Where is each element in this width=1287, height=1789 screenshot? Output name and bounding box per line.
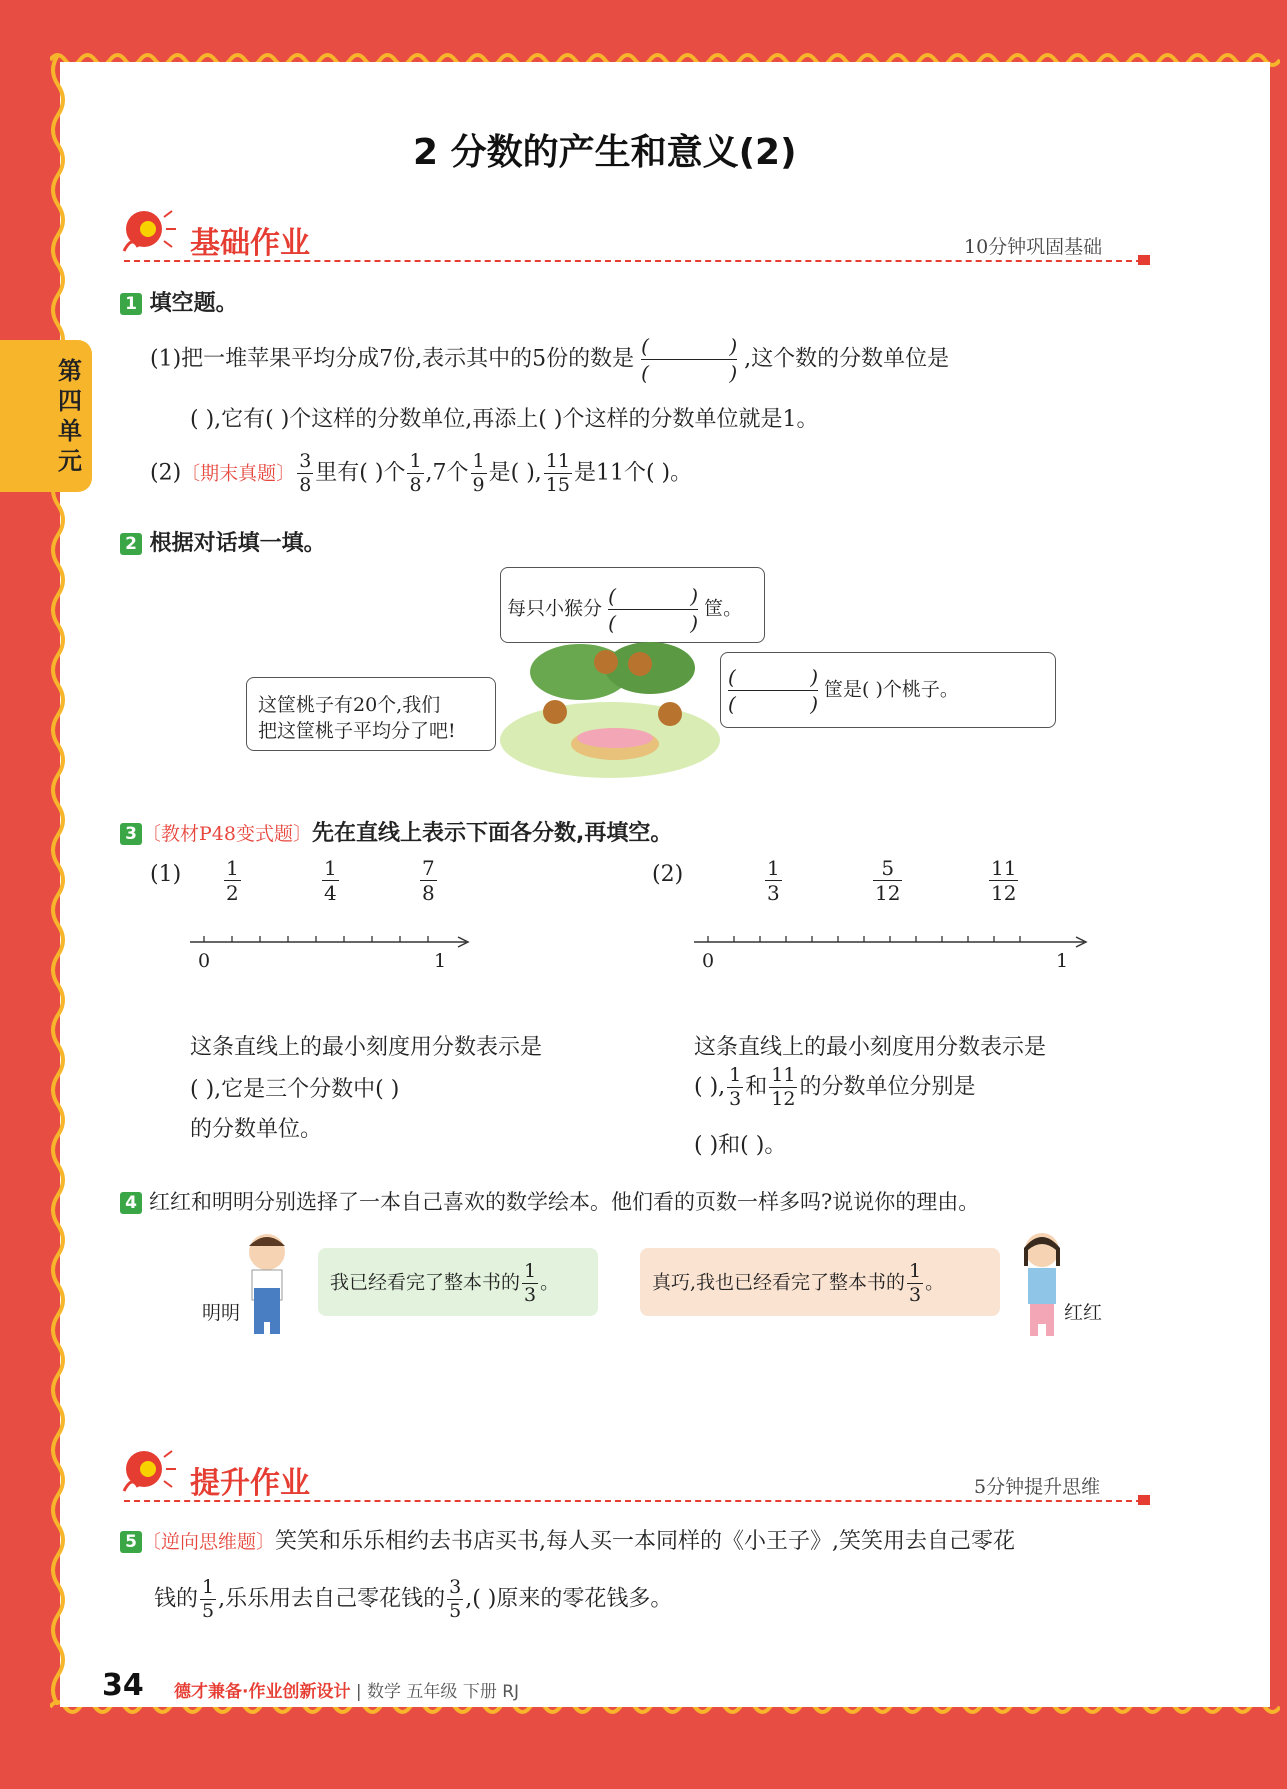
q3-part1-label: (1) — [150, 862, 182, 887]
q1-part1-line2: ( ),它有( )个这样的分数单位,再添上( )个这样的分数单位就是1。 — [190, 407, 819, 432]
q3-part2-t2-frac2: $\frac{11}{12}$ — [771, 1064, 796, 1110]
honghong-frac: $\frac{1}{3}$ — [909, 1260, 922, 1306]
section-subtitle-advanced: 5分钟提升思维 — [974, 1476, 1101, 1498]
q1-p2-t3: 是( ), — [488, 460, 542, 486]
q4-heading-text: 红红和明明分别选择了一本自己喜欢的数学绘本。他们看的页数一样多吗?说说你的理由。 — [149, 1190, 980, 1214]
mingming-text: 我已经看完了整本书的 — [330, 1271, 521, 1294]
number-line-2[interactable] — [690, 932, 1090, 952]
q2-number: 2 — [120, 533, 142, 555]
q1-heading — [120, 286, 238, 317]
axis1-zero-label: 0 — [198, 950, 211, 972]
q5-frac2: $\frac{3}{5}$ — [449, 1576, 462, 1622]
q3-tag: 〔教材P48变式题〕 — [142, 823, 312, 845]
number-line-1[interactable] — [186, 932, 472, 952]
axis2-one-label: 1 — [1056, 950, 1069, 972]
q3-part2-t2a: ( ), — [694, 1074, 726, 1100]
unit-tab-label: 第四单元 — [58, 357, 82, 475]
q5-line2 — [154, 1578, 672, 1621]
q1-part1-line1 — [150, 336, 949, 383]
q1-heading-text: 填空题。 — [149, 291, 238, 316]
footer-info — [174, 1677, 519, 1702]
divider-end-mark — [1138, 255, 1150, 265]
section-subtitle-basic: 10分钟巩固基础 — [964, 236, 1103, 258]
bubble-right-fraction-blank[interactable]: ( ) ( ) — [728, 665, 818, 716]
axis1-one-label: 1 — [434, 950, 447, 972]
q2-heading-text: 根据对话填一填。 — [149, 531, 326, 556]
q3-part1-text3: 的分数单位。 — [190, 1117, 323, 1142]
mingming-illustration — [232, 1228, 302, 1338]
q3-part2-t2-frac1: $\frac{1}{3}$ — [729, 1064, 742, 1110]
q3-part2-text3: ( )和( )。 — [694, 1133, 787, 1158]
q4-heading — [120, 1186, 979, 1216]
q5-tag: 〔逆向思维题〕 — [142, 1531, 276, 1553]
section-title-advanced: 提升作业 — [190, 1466, 310, 1501]
q1-p2-prefix: (2) — [150, 460, 182, 486]
mingming-label: 明明 — [202, 1302, 241, 1324]
q3-part1-frac-2: $\frac{1}{4}$ — [324, 856, 337, 905]
q5-line2-a: 钱的 — [154, 1586, 199, 1612]
q3-number: 3 — [120, 823, 142, 845]
bubble-right-text: 筐是( )个桃子。 — [824, 678, 959, 701]
q5-line1 — [120, 1524, 1015, 1555]
bubble-left-line2: 把这筐桃子平均分了吧! — [258, 720, 456, 742]
q1-p1-text-a: (1)把一堆苹果平均分成7份,表示其中的5份的数是 — [150, 346, 635, 372]
honghong-illustration — [1012, 1226, 1072, 1338]
mingming-bubble-content — [330, 1262, 559, 1305]
mingming-frac: $\frac{1}{3}$ — [524, 1260, 537, 1306]
q5-frac1: $\frac{1}{5}$ — [202, 1576, 215, 1622]
q1-p2-frac2: $\frac{1}{8}$ — [409, 450, 422, 496]
q1-p2-t2: ,7个 — [425, 460, 469, 486]
q3-part1-frac-1: $\frac{1}{2}$ — [226, 856, 239, 905]
q1-p2-t4: 是11个( )。 — [573, 460, 693, 486]
q3-part2-t2b: 和 — [745, 1074, 768, 1100]
q5-number: 5 — [120, 1531, 142, 1553]
bubble-right-content — [728, 667, 959, 714]
bubble-top-fraction-blank[interactable]: ( ) ( ) — [608, 584, 699, 635]
page-title: 2 分数的产生和意义(2) — [413, 132, 797, 173]
mingming-suffix: 。 — [540, 1271, 560, 1294]
q5-line2-b: ,乐乐用去自己零花钱的 — [218, 1586, 446, 1612]
q3-part1-text2: ( ),它是三个分数中( ) — [190, 1077, 400, 1102]
q1-answer-fraction-blank[interactable]: ( ) ( ) — [641, 334, 738, 385]
monkeys-peaches-illustration — [500, 620, 720, 780]
megaphone-icon — [118, 205, 180, 255]
section-divider — [124, 1500, 1142, 1502]
megaphone-icon — [118, 1445, 180, 1495]
q3-part2-t2c: 的分数单位分别是 — [799, 1074, 976, 1100]
q3-part2-frac-2: $\frac{5}{12}$ — [875, 856, 901, 905]
q3-part2-label: (2) — [652, 862, 684, 887]
divider-end-mark — [1138, 1495, 1150, 1505]
honghong-bubble-content — [652, 1262, 944, 1305]
q1-p2-frac1: $\frac{3}{8}$ — [299, 450, 312, 496]
q1-p1-text-b: ,这个数的分数单位是 — [744, 346, 950, 372]
q3-heading-text: 先在直线上表示下面各分数,再填空。 — [311, 821, 673, 846]
honghong-suffix: 。 — [925, 1271, 945, 1294]
footer-brand: 德才兼备·作业创新设计 — [174, 1682, 351, 1702]
unit-tab — [0, 340, 92, 492]
q2-heading — [120, 526, 326, 557]
q3-part2-text1: 这条直线上的最小刻度用分数表示是 — [694, 1035, 1047, 1060]
q3-part2-text2 — [694, 1066, 975, 1109]
honghong-label: 红红 — [1064, 1302, 1103, 1324]
q5-line2-c: ,( )原来的零花钱多。 — [465, 1586, 673, 1612]
section-title-basic: 基础作业 — [190, 226, 310, 261]
q3-heading — [120, 816, 672, 847]
footer-details: | 数学 五年级 下册 RJ — [355, 1682, 520, 1702]
bubble-top-text: 每只小猴分 — [507, 597, 603, 620]
honghong-text: 真巧,我也已经看完了整本书的 — [652, 1271, 906, 1294]
bubble-top-suffix: 筐。 — [704, 597, 743, 620]
q1-p2-tag: 〔期末真题〕 — [181, 462, 296, 485]
q3-part1-frac-3: $\frac{7}{8}$ — [422, 856, 435, 905]
q1-number: 1 — [120, 293, 142, 315]
q1-part2 — [150, 452, 692, 495]
q3-part1-text1: 这条直线上的最小刻度用分数表示是 — [190, 1035, 543, 1060]
q5-line1-text: 笑笑和乐乐相约去书店买书,每人买一本同样的《小王子》,笑笑用去自己零花 — [275, 1529, 1016, 1554]
q1-p2-t1: 里有( )个 — [315, 460, 406, 486]
page-number: 34 — [102, 1668, 144, 1703]
q1-p2-frac4: $\frac{11}{15}$ — [545, 450, 570, 496]
bubble-left-line1: 这筐桃子有20个,我们 — [258, 694, 441, 716]
q4-number: 4 — [120, 1192, 142, 1214]
axis2-zero-label: 0 — [702, 950, 715, 972]
q3-part2-frac-3: $\frac{11}{12}$ — [991, 856, 1017, 905]
left-wave-border — [48, 55, 68, 1705]
q1-p2-frac3: $\frac{1}{9}$ — [472, 450, 485, 496]
section-divider — [124, 260, 1142, 262]
q3-part2-frac-1: $\frac{1}{3}$ — [767, 856, 780, 905]
